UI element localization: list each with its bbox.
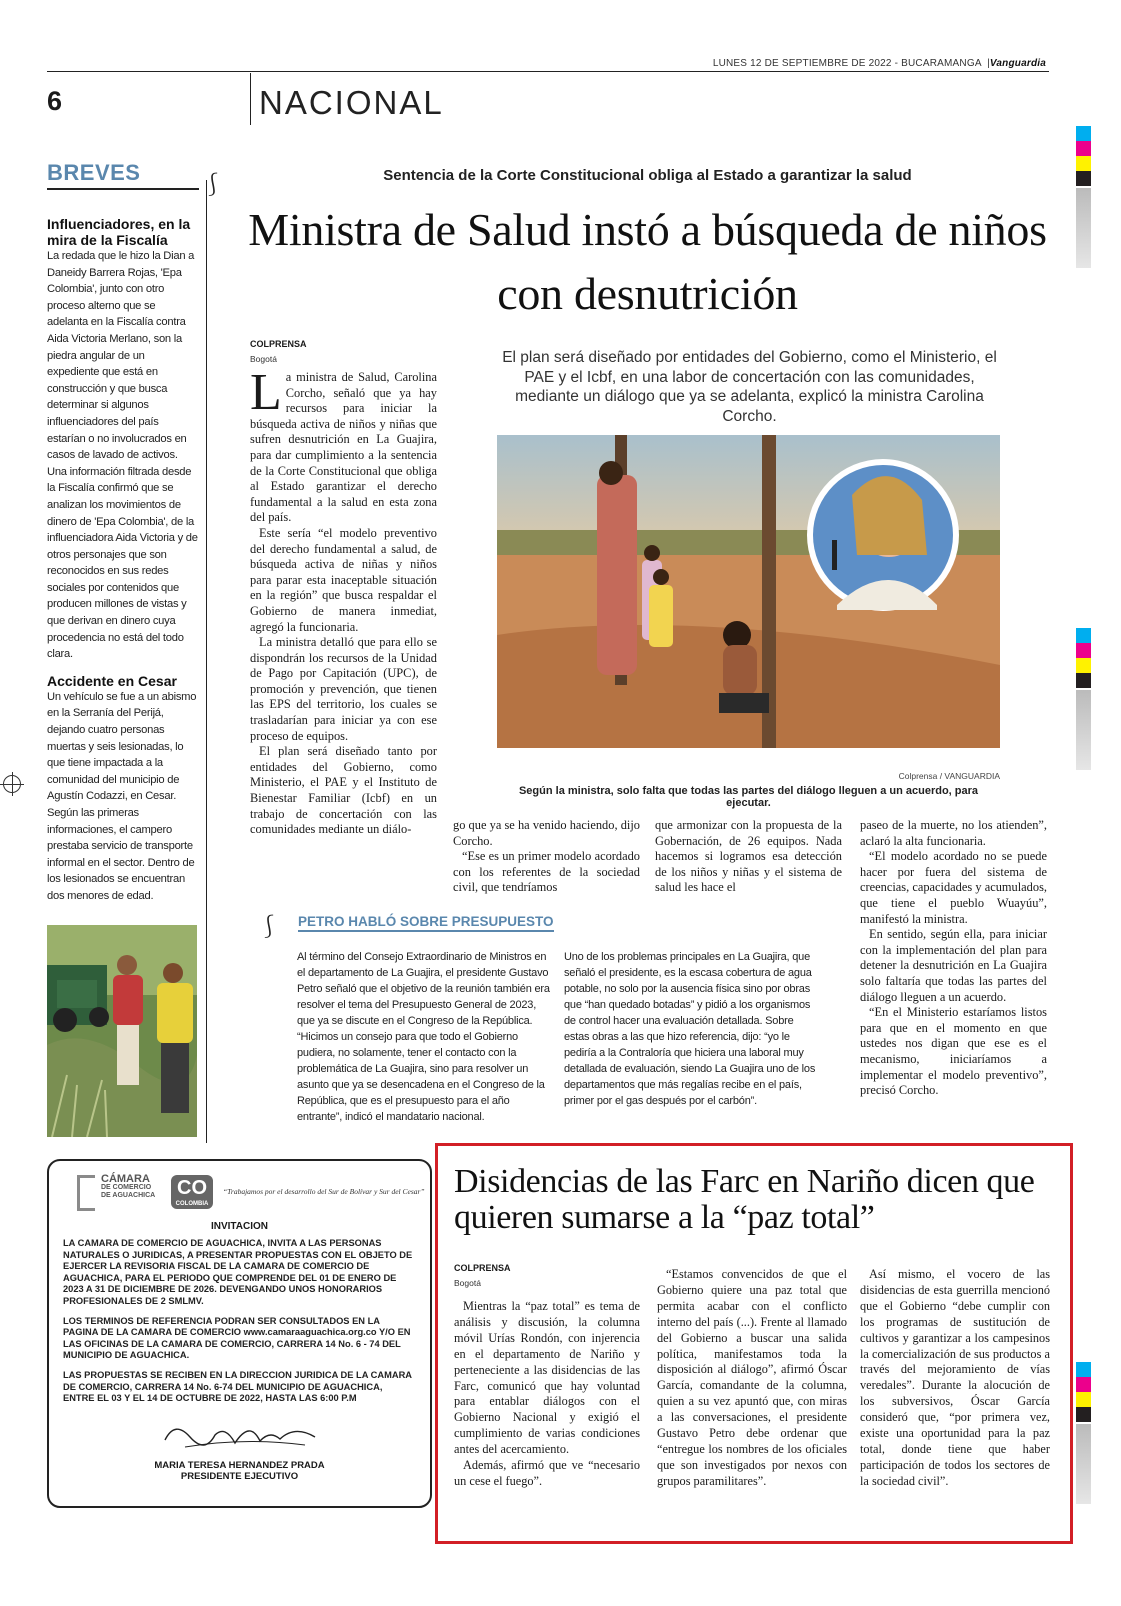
story-kicker: Sentencia de la Corte Constitucional obliga al Estado a garantizar la salud (383, 167, 912, 184)
photo-credit: Colprensa / VANGUARDIA (898, 771, 1000, 781)
farc-story-box (435, 1143, 1073, 1544)
grey-registration-bar (1076, 188, 1091, 268)
brand-logo: Vanguardia (989, 58, 1046, 69)
substory-column-2: Uno de los problemas principales en La Guajira, que señaló el presidente, es la escasa cobertura de agua potable, no solo por la ausencia física sino por obras que “han quedado botadas” y pidió a los organismos de control hacer una evaluación detallada. Sobre estas obras a las que hizo referencia, dijo: “yo le pediría a la Contraloría que hiciera una laboral muy detallada de evaluación, siendo La Guajira uno de los departamentos que más regalías recibe en el país, primer por el gas después por el carbón”. (564, 951, 816, 1107)
paragraph: En sentido, según ella, para iniciar con la implementación del plan para detener la desnutrición en La Guajira solo faltaría que todas las partes del diálogo lleguen a un acuerdo. (860, 927, 1047, 1004)
brief-text: La redada que le hizo la Dian a Daneidy Barrera Rojas, 'Epa Colombia', junto con otro proceso alterno que se adelanta en la Fiscalía contra Aida Victoria Merlano, son la piedra angular de un expediente que está en construcción y que busca determinar si algunos influenciadores del país estarían o no involucrados en casos de lavado de activos. Una información filtrada desde la Fiscalía confirmó que se analizan los movimientos de dinero de 'Epa Colombia', de la influenciadora Aida Victoria y de otros personajes que son reconocidos en sus redes sociales por contenidos que producen millones de vistas y que derivan en dinero cuya procedencia no está del todo clara. (47, 250, 198, 661)
photo-caption: Según la ministra, solo falta que todas las partes del diálogo lleguen a un acuerdo, para ejecutar. (518, 785, 979, 809)
co-badge-sub: COLOMBIA (175, 1201, 209, 1207)
paragraph: Mientras la “paz total” es tema de análisis y discusión, la columna móvil Urías Rondón, con injerencia en el departamento de Nariño y perteneciente a las disidencias de las Farc, comunicó que hay voluntad para entablar diálogos con el Gobierno Nacional y exigió el cumplimiento de varias condiciones antes del acercamiento. (454, 1299, 640, 1457)
dropcap: L (250, 364, 282, 421)
dateline: LUNES 12 DE SEPTIEMBRE DE 2022 - BUCARAMANGA |Vanguardia (712, 58, 1046, 69)
crosshair-icon (3, 775, 21, 793)
page-number: 6 (47, 86, 63, 116)
color-registration-bar (1076, 126, 1091, 186)
substory-title: PETRO HABLÓ SOBRE PRESUPUESTO (298, 914, 554, 932)
brace-icon: ⎰ (202, 172, 225, 197)
farc-headline: Disidencias de las Farc en Nariño dicen que quieren sumarse a la “paz total” (454, 1163, 1035, 1236)
paragraph: que armonizar con la propuesta de la Gobernación, de 26 equipos. Nada hacemos si logramos esa detección de los niños y niñas y el sistema de salud les hace el (655, 818, 842, 895)
story-column-4 (860, 818, 1047, 1099)
section-title: NACIONAL (259, 84, 444, 121)
brace-icon: ⎰ (258, 914, 281, 939)
brief-title: Accidente en Cesar (47, 672, 177, 689)
byline-city: Bogotá (454, 1278, 481, 1288)
ad-paragraph: LAS PROPUESTAS SE RECIBEN EN LA DIRECCION JURIDICA DE LA CAMARA DE COMERCIO, CARRERA 14 No. 6-74 DEL MUNICIPIO DE AGUACHICA, ENTRE EL 03 Y EL 14 DE OCTUBRE DE 2022, HASTA LAS 6:00 P.M (63, 1369, 412, 1404)
story-column-1 (250, 364, 437, 838)
paragraph: Este sería “el modelo preventivo del derecho fundamental a salud, de búsqueda activa de niñas y niños para parar esta inaceptable situación en la región” que busca respaldar el Gobierno de manera inmediat, agregó la funcionaria. (250, 525, 437, 634)
story-column-3 (655, 818, 842, 896)
color-registration-bar (1076, 628, 1091, 688)
chamber-logo-icon (77, 1175, 95, 1211)
brief-title: Influenciadores, en la mira de la Fiscalía (47, 216, 191, 248)
main-photo (497, 435, 1000, 748)
paragraph: “En el Ministerio estaríamos listos para que en el momento en que ustedes nos digan que ese es el mecanismo, iniciaríamos a implementar el modelo preventivo”, precisó Corcho. (860, 1005, 1047, 1098)
farc-column-1 (454, 1299, 640, 1490)
color-registration-bar (1076, 1362, 1091, 1422)
accident-photo (47, 925, 197, 1137)
brief-text: Un vehículo se fue a un abismo en la Serranía del Perijá, dejando cuatro personas muertas y seis lesionadas, lo que tiene impactada a la comunidad del municipio de Agustín Codazzi, en Cesar. Según las primeras informaciones, el campero prestaba servicio de transporte informal en el sector. Dentro de los lesionados se encuentran dos menores de edad. (47, 690, 197, 902)
paragraph: paseo de la muerte, no los atienden”, aclaró la alta funcionaria. (860, 818, 1047, 848)
breves-sidebar (47, 160, 199, 1137)
story-column-2 (453, 818, 640, 896)
paragraph: La ministra detalló que para ello se dispondrán los recursos de la Unidad de Pago por Capitación (UPC), de promoción y prevención, que tienen las EPS del territorio, los cuales se trasladarían para iniciar ya con ese proceso de equipos. (250, 635, 437, 743)
date-text: LUNES 12 DE SEPTIEMBRE DE 2022 - BUCARAMANGA (712, 58, 982, 69)
story-deck: El plan será diseñado por entidades del Gobierno, como el Ministerio, el PAE y el Icbf, en una labor de concertación con las comunidades, mediante un diálogo que ya se adelanta, explicó la ministra Carolina Corcho. (502, 349, 997, 425)
ad-paragraph: LA CAMARA DE COMERCIO DE AGUACHICA, INVITA A LAS PERSONAS NATURALES O JURIDICAS, A PRESENTAR PROPUESTAS CON EL OBJETO DE EJERCER LA REVISORIA FISCAL DE LA CAMARA DE COMERCIO DE AGUACHICA, PARA EL PERIODO QUE COMPRENDE DEL 01 DE ENERO DE 2023 A 31 DE DICIEMBRE DE 2026. DEVENGANDO UNOS HONORARIOS PROFESIONALES DE 2 SMLMV. (63, 1238, 413, 1306)
paragraph: “Estamos convencidos de que el Gobierno quiere una paz total que permita acabar con el conflicto interno del país (...). Frente al llamado del Gobierno a buscar una salida política, manifestamos toda la disposición al diálogo”, afirmó Óscar García, comandante de la columna, quien a su vez apuntó que, con miras a las conversaciones, el presidente Gustavo Petro debe ordenar que “entregue los nombres de los oficiales que son investigados por nexos con grupos paramilitares”. (657, 1267, 847, 1488)
paragraph: “Ese es un primer modelo acordado con los referentes de la sociedad civil, que tendríamos (453, 849, 640, 895)
byline-city: Bogotá (250, 354, 277, 364)
ad-org-line: DE AGUACHICA (101, 1192, 156, 1199)
paragraph: go que ya se ha venido haciendo, dijo Corcho. (453, 818, 640, 848)
ad-org-name (101, 1174, 155, 1200)
byline-agency: COLPRENSA (454, 1263, 511, 1273)
paragraph: “El modelo acordado no se puede hacer por fuera del sistema de creencias, capacidades y acumulados, que tiene el pueblo Wuayúu”, manifestó la ministra. (860, 849, 1047, 926)
ad-header (63, 1173, 425, 1219)
paragraph: a ministra de Salud, Carolina Corcho, señaló que ya hay recursos para iniciar la búsqueda activa de niños y niñas que sufren desnutrición en La Guajira, para dar cumplimiento a la sentencia de la Corte Constitucional que obliga al Estado garantizar el derecho fundamental a la salud en esta zona del país. (250, 370, 437, 525)
breves-label: BREVES (47, 160, 199, 190)
byline (250, 339, 307, 367)
ad-signature (63, 1415, 416, 1482)
ad-paragraph: LOS TERMINOS DE REFERENCIA PODRAN SER CONSULTADOS EN LA PAGINA DE LA CAMARA DE COMERCIO www.camaraaguachica.org.co Y/O EN LAS OFICINAS DE LA CAMARA DE COMERCIO, CARRERA 14 No. 6 - 74 DEL MUNICIPIO DE AGUACHICA. (63, 1315, 411, 1361)
grey-registration-bar (1076, 1424, 1091, 1504)
ad-title: INVITACION (210, 1221, 269, 1232)
co-badge-text: CO (177, 1177, 207, 1199)
sidebar-rule (206, 180, 207, 1143)
paragraph: Así mismo, el vocero de las disidencias de esta guerrilla mencionó que el Gobierno “debe cumplir con los programas de sustitución de cultivos y garantizar a los campesinos la comercialización de sus productos a través del mejoramiento de vías veredales”. Durante la alocución de los subversivos, Óscar García consideró que, “por primera vez, existe una oportunidad para la paz total, donde tiene que haber participación de todos los sectores de la sociedad civil”. (860, 1267, 1050, 1488)
byline-agency: COLPRENSA (250, 339, 307, 349)
story-headline: Ministra de Salud instó a búsqueda de niños con desnutrición (248, 204, 1047, 319)
ad-org-line: CÁMARA (101, 1173, 150, 1185)
farc-column-2 (657, 1267, 847, 1490)
ad-slogan: “Trabajamos por el desarrollo del Sur de Bolívar y Sur del Cesar” (223, 1187, 425, 1196)
farc-column-3 (860, 1267, 1050, 1490)
section-divider (250, 73, 251, 125)
top-rule (47, 71, 1049, 72)
substory-column-1: Al término del Consejo Extraordinario de Ministros en el departamento de La Guajira, el presidente Gustavo Petro señaló que el objetivo de la reunión también era resolver el tema del Presupuesto General de 2023, que ya se discute en el Congreso de la República. “Hicimos un consejo para que todo el Gobierno pudiera, no solamente, tener el contacto con la problemática de La Guajira, sino para resolver un asunto que ya se desencadena en el Congreso de la República, que es el presupuesto para el año entrante”, indicó el mandatario nacional. (297, 951, 550, 1123)
byline (454, 1263, 511, 1291)
paragraph: El plan será diseñado tanto por entidades del Gobierno, como Ministerio, el PAE y el Instituto de Bienestar Familiar (Icbf) en un trabajo de concertación con las comunidades mediante un diálo- (250, 744, 437, 837)
co-badge (171, 1175, 213, 1209)
grey-registration-bar (1076, 690, 1091, 770)
ad-org-line: DE COMERCIO (101, 1184, 152, 1191)
signer-title: PRESIDENTE EJECUTIVO (180, 1470, 299, 1482)
advertisement (47, 1159, 432, 1508)
signer-name: MARIA TERESA HERNANDEZ PRADA (154, 1459, 325, 1471)
signature-icon (155, 1415, 325, 1455)
paragraph: Además, afirmó que ve “necesario un cese el fuego”. (454, 1458, 640, 1488)
